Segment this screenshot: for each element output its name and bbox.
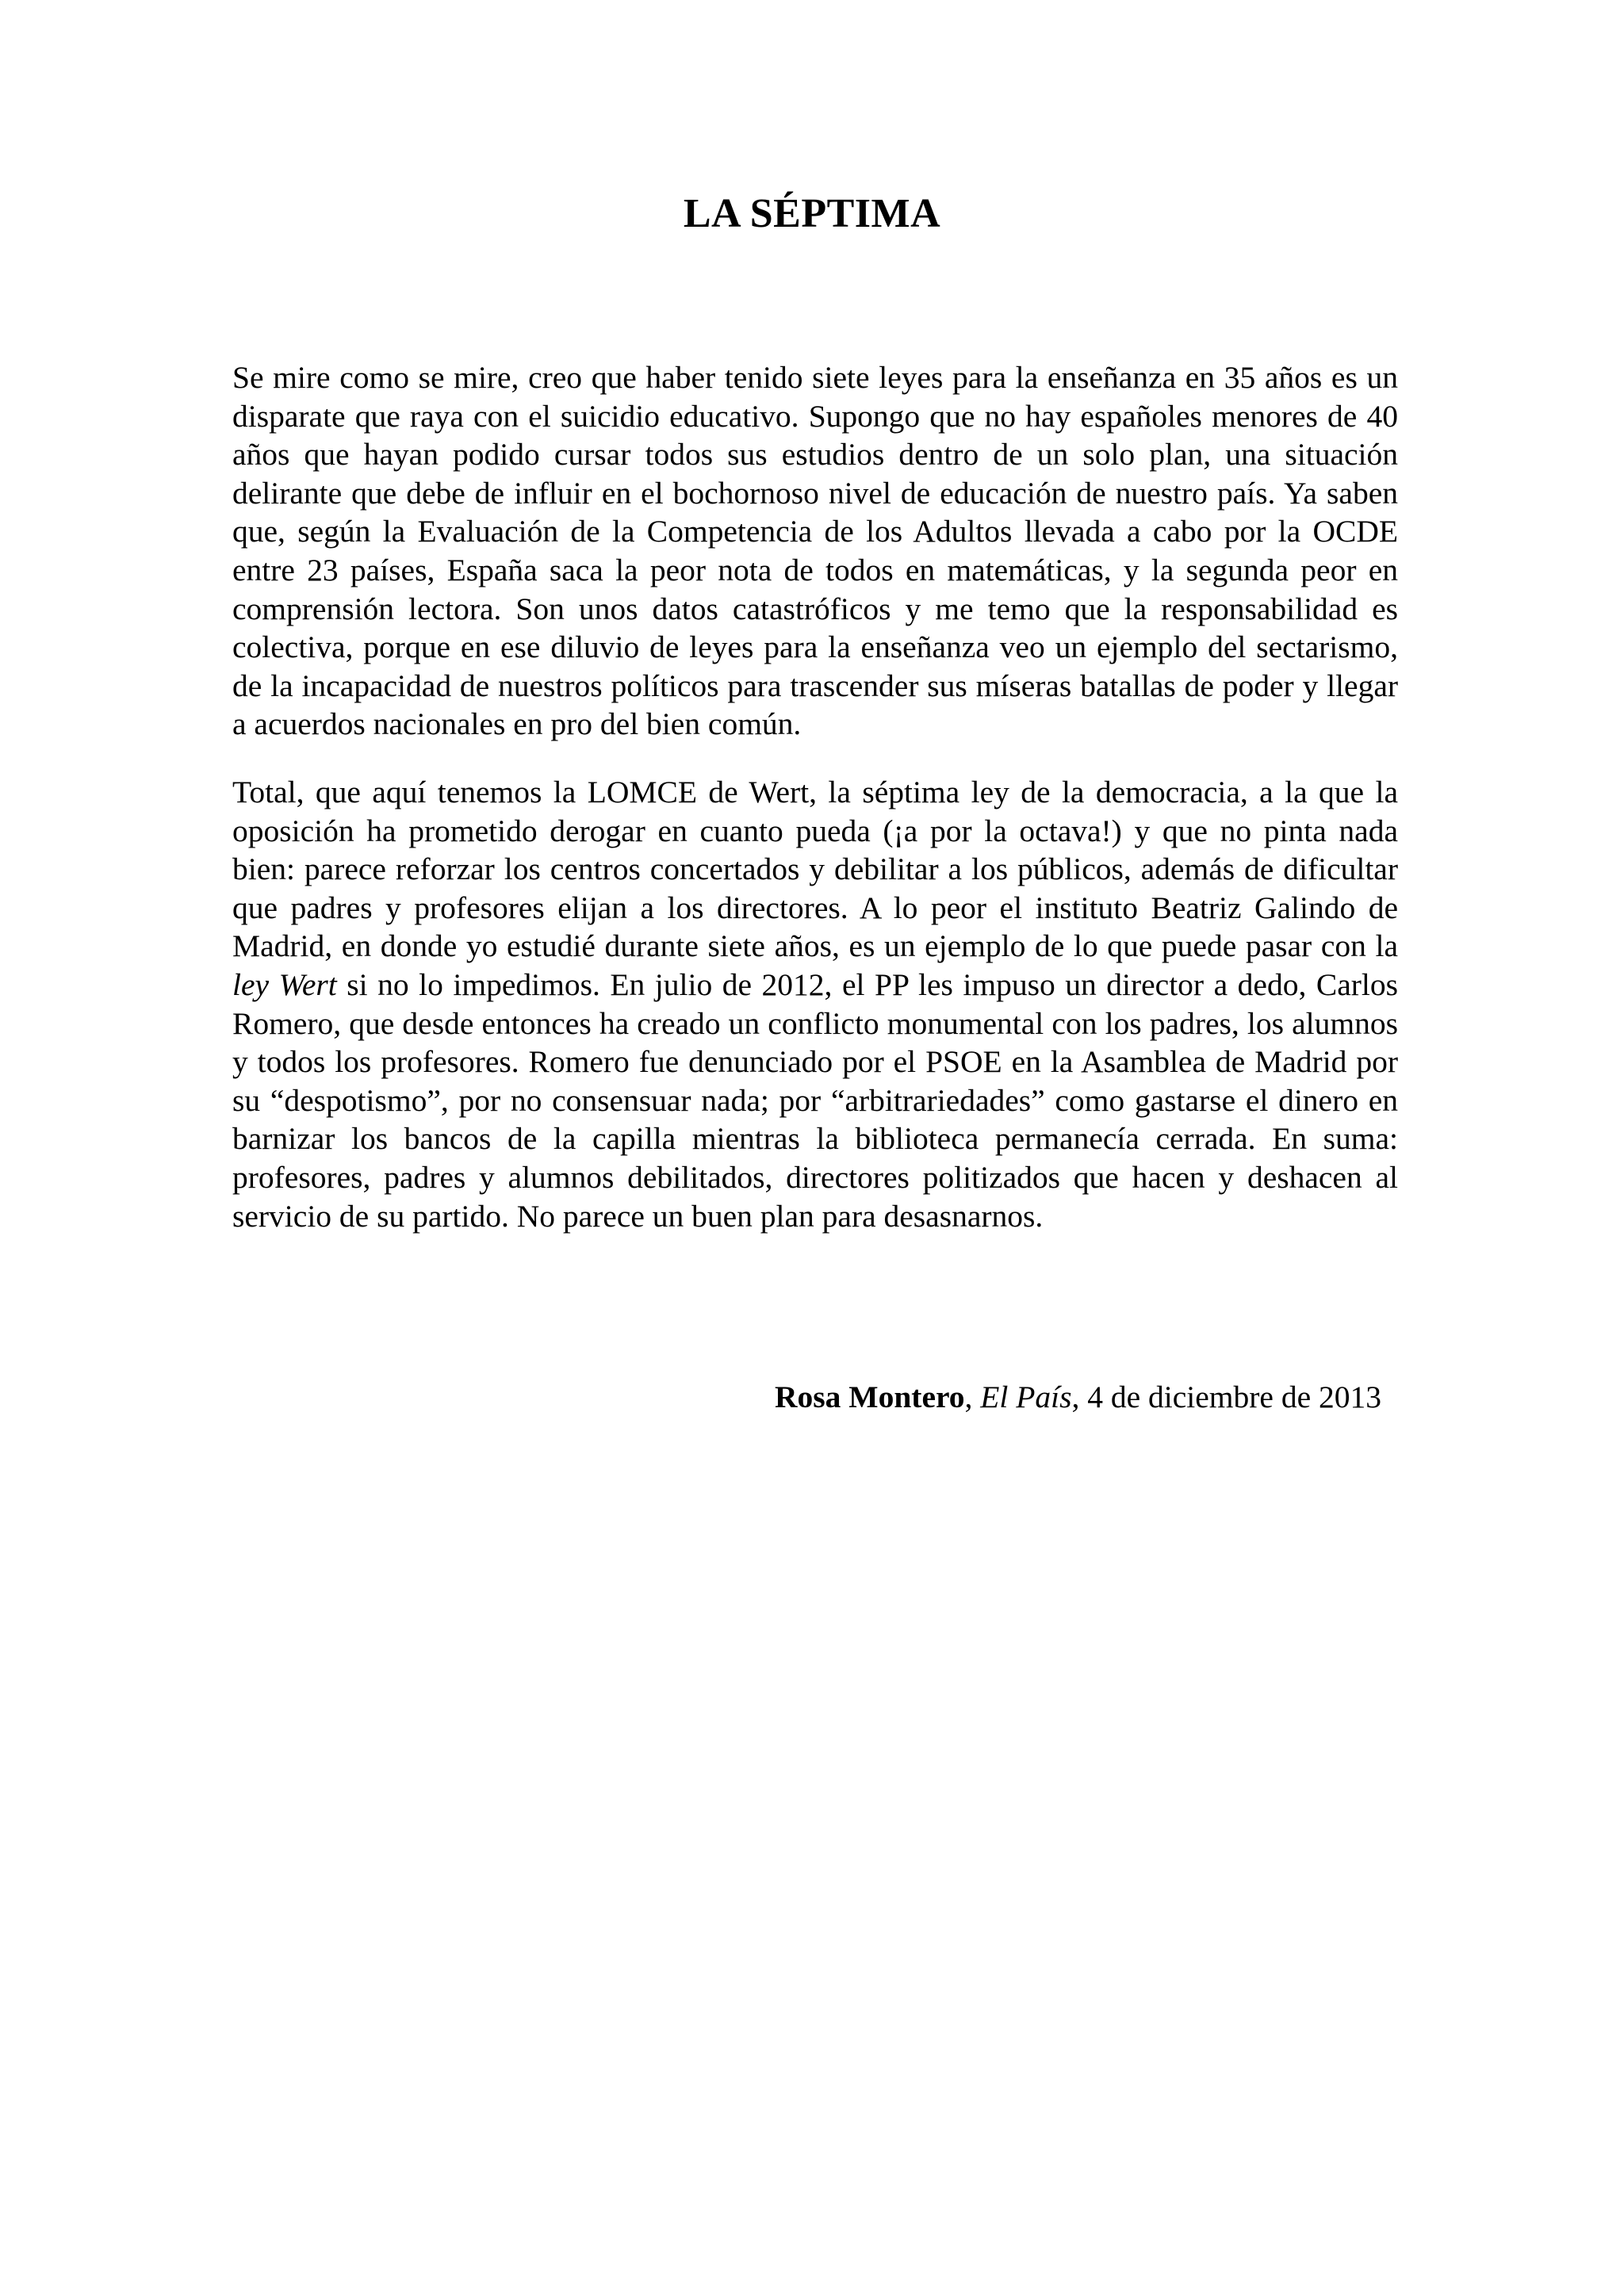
article-title: LA SÉPTIMA — [683, 191, 941, 236]
paragraph-2 — [232, 773, 1398, 1235]
signature-newspaper: El País — [980, 1380, 1072, 1414]
paragraph-1: Se mire como se mire, creo que haber tenido siete leyes para la enseñanza en 35 años es un disparate que raya con el suicidio educativo. Supongo que no hay españoles menores de 40 años que hayan podido cursar todos sus estudios dentro de un solo plan, una situación delirante que debe de influir en el bochornoso nivel de educación de nuestro país. Ya saben que, según la Evaluación de la Competencia de los Adultos llevada a cabo por la OCDE entre 23 países, España saca la peor nota de todos en matemáticas, y la segunda peor en comprensión lectora. Son unos datos catastróficos y me temo que la responsabilidad es colectiva, porque en ese diluvio de leyes para la enseñanza veo un ejemplo del sectarismo, de la incapacidad de nuestros políticos para trascender sus míseras batallas de poder y llegar a acuerdos nacionales en pro del bien común. — [232, 360, 1398, 742]
signature-separator-2: , — [1071, 1380, 1088, 1414]
signature-separator-1: , — [964, 1380, 981, 1414]
signature — [0, 1378, 1381, 1416]
paragraph-2-italic-law-name: ley Wert — [232, 966, 337, 1002]
signature-author: Rosa Montero — [775, 1380, 965, 1414]
paragraph-2-text-end: si no lo impedimos. En julio de 2012, el PP les impuso un director a dedo, Carlos Romero, que desde entonces ha creado un conflicto monumental con los padres, los alumnos y todos los profesores. Romero fue denunciado por el PSOE en la Asamblea de Madrid por su “despotismo”, por no consensuar nada; por “arbitrariedades” como gastarse el dinero en barnizar los bancos de la capilla mientras la biblioteca permanecía cerrada. En suma: profesores, padres y alumnos debilitados, directores politizados que hacen y deshacen al servicio de su partido. No parece un buen plan para desasnarnos. — [232, 966, 1398, 1234]
paragraph-2-text-start: Total, que aquí tenemos la LOMCE de Wert, la séptima ley de la democracia, a la que la oposición ha prometido derogar en cuanto pueda (¡a por la octava!) y que no pinta nada bien: parece reforzar los centros concertados y debilitar a los públicos, además de dificultar que padres y profesores elijan a los directores. A lo peor el instituto Beatriz Galindo de Madrid, en donde yo estudié durante siete años, es un ejemplo de lo que puede pasar con la — [232, 775, 1398, 964]
signature-date: 4 de diciembre de 2013 — [1087, 1380, 1381, 1414]
